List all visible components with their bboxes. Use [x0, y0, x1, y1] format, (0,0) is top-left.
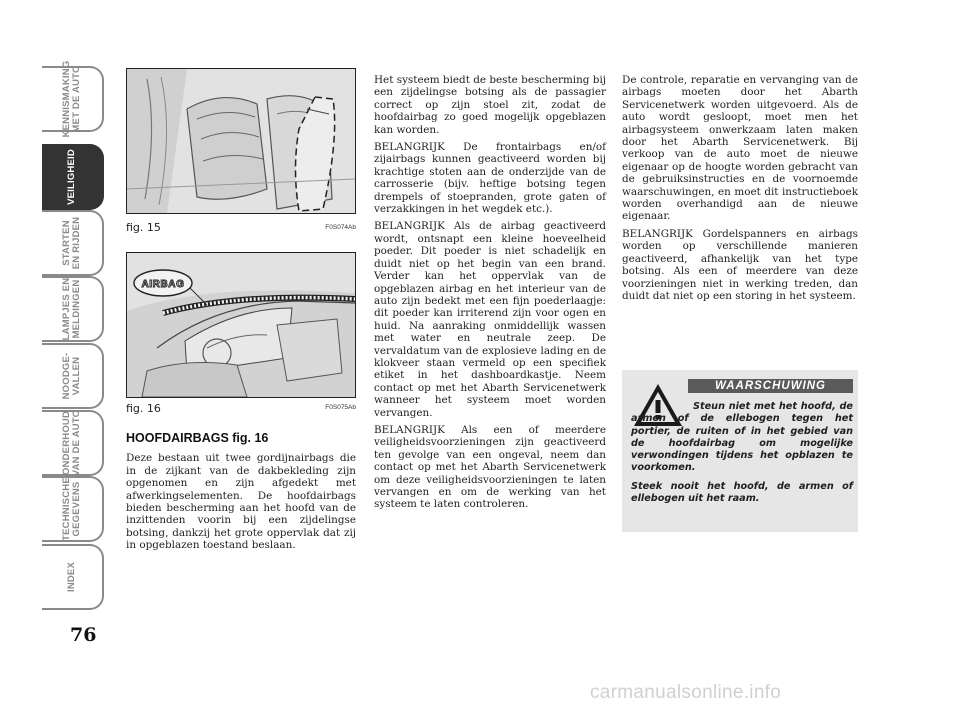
figure-label: fig. 16	[126, 402, 161, 415]
tab-technische-gegevens[interactable]	[42, 476, 104, 542]
paragraph: BELANGRIJK De frontairbags en/of zijairbags kunnen geactiveerd worden bij krachtige stoten aan de onderzijde van de carrosserie (bijv. heftige botsing tegen drempels of stoepranden, grote gaten of verzakkingen in het wegdek etc.).	[374, 141, 606, 216]
tab-starten[interactable]	[42, 210, 104, 276]
figure-code: F0S074Ab	[325, 224, 356, 231]
tab-label: STARTEN EN RIJDEN	[61, 216, 82, 270]
paragraph: De controle, reparatie en vervanging van de airbags moeten door het Abarth Servicenetwerk worden uitgevoerd. Als de auto wordt gesloopt, moet men het airbagsysteem onwerkzaam laten maken door het Abarth Servicenetwerk. Bij verkoop van de auto moet de nieuwe eigenaar op de hoogte worden gebracht van de gebruiksinstructies en de voornoemde waarschuwingen, en moet dit instructieboek worden overhandigd aan de nieuwe eigenaar.	[622, 74, 858, 223]
page-number: 76	[70, 624, 97, 646]
right-column	[622, 74, 858, 307]
figure-curtain-airbag	[126, 252, 356, 398]
warning-paragraph: Steek nooit het hoofd, de armen of ellebogen uit het raam.	[631, 480, 853, 505]
figure-code: F0S075Ab	[325, 404, 356, 411]
middle-column	[374, 74, 606, 516]
paragraph: BELANGRIJK Als de airbag geactiveerd wordt, ontsnapt een kleine hoeveelheid poeder. Dit poeder is niet schadelijk en duidt niet op het begin van een brand. Verder kan het oppervlak van de opgeblazen airbag en het interieur van de auto zijn bedekt met een fijn poederlaagje: dit poeder kan irriterend zijn voor ogen en huid. Na aanraking onmiddellijk wassen met water en neutrale zeep. De vervaldatum van de explosieve lading en de klokveer staan vermeld op een specifiek etiket in het dashboardkastje. Neem contact op met het Abarth Servicenetwerk wanneer het systeem moet worden vervangen.	[374, 220, 606, 419]
tab-label: NOODGE- VALLEN	[61, 352, 82, 400]
paragraph: Het systeem biedt de beste bescherming bij een zijdelingse botsing als de passagier correct op zijn stoel zit, zodat de hoofdairbag zo goed mogelijk opgeblazen kan worden.	[374, 74, 606, 136]
tab-veiligheid[interactable]	[42, 144, 104, 210]
tab-lampjes[interactable]	[42, 276, 104, 342]
left-column	[126, 432, 356, 557]
figure-side-airbag	[126, 68, 356, 214]
tab-label: ONDERHOUD VAN DE AUTO	[61, 409, 82, 477]
tab-label: VEILIGHEID	[66, 149, 77, 205]
tab-label: INDEX	[66, 561, 77, 593]
warning-paragraph: Steun niet met het hoofd, de armen of de ellebogen tegen het portier, de ruiten of in het gebied van de hoofdairbag om mogelijke verwondingen tijdens het opblazen te voorkomen.	[631, 401, 853, 474]
tab-kennismaking[interactable]	[42, 60, 104, 138]
section-heading: HOOFDAIRBAGS fig. 16	[126, 431, 269, 445]
tab-label: TECHNISCHE GEGEVENS	[61, 477, 82, 541]
watermark: carmanualsonline.info	[590, 682, 782, 703]
tab-label: KENNISMAKING MET DE AUTO	[61, 60, 82, 138]
figure-label: fig. 15	[126, 221, 161, 234]
seat-illustration	[127, 69, 355, 213]
paragraph: Deze bestaan uit twee gordijnairbags die in de zijkant van de dakbekleding zijn opgenomen en zijn afgedekt met afwerkingselementen. De hoofdairbags bieden bescherming aan het hoofd van de inzittenden voorin bij een zijdelingse botsing, dankzij het grote oppervlak dat zij in opgeblazen toestand beslaan.	[126, 452, 356, 552]
warning-title: WAARSCHUWING	[688, 379, 853, 393]
warning-text	[631, 401, 853, 511]
warning-box	[622, 370, 858, 532]
paragraph: BELANGRIJK Gordelspanners en airbags worden op verschillende manieren geactiveerd, afhankelijk van het type botsing. Als een of meerdere van deze voorzieningen niet in werking treden, dan duidt dat niet op een storing in het systeem.	[622, 227, 858, 302]
airbag-badge-text: AIRBAG	[141, 279, 185, 290]
paragraph: BELANGRIJK Als een of meerdere veiligheidsvoorzieningen zijn geactiveerd ten gevolge van een ongeval, neem dan contact op met het Abarth Servicenetwerk om deze veiligheidsvoorzieningen te laten vervangen en om de werking van het systeem te laten controleren.	[374, 423, 606, 511]
car-interior-illustration	[127, 253, 355, 397]
tab-onderhoud[interactable]	[42, 410, 104, 476]
tab-label: LAMPJES EN MELDINGEN	[61, 277, 82, 341]
tab-index[interactable]	[42, 544, 104, 610]
tab-noodgevallen[interactable]	[42, 343, 104, 409]
